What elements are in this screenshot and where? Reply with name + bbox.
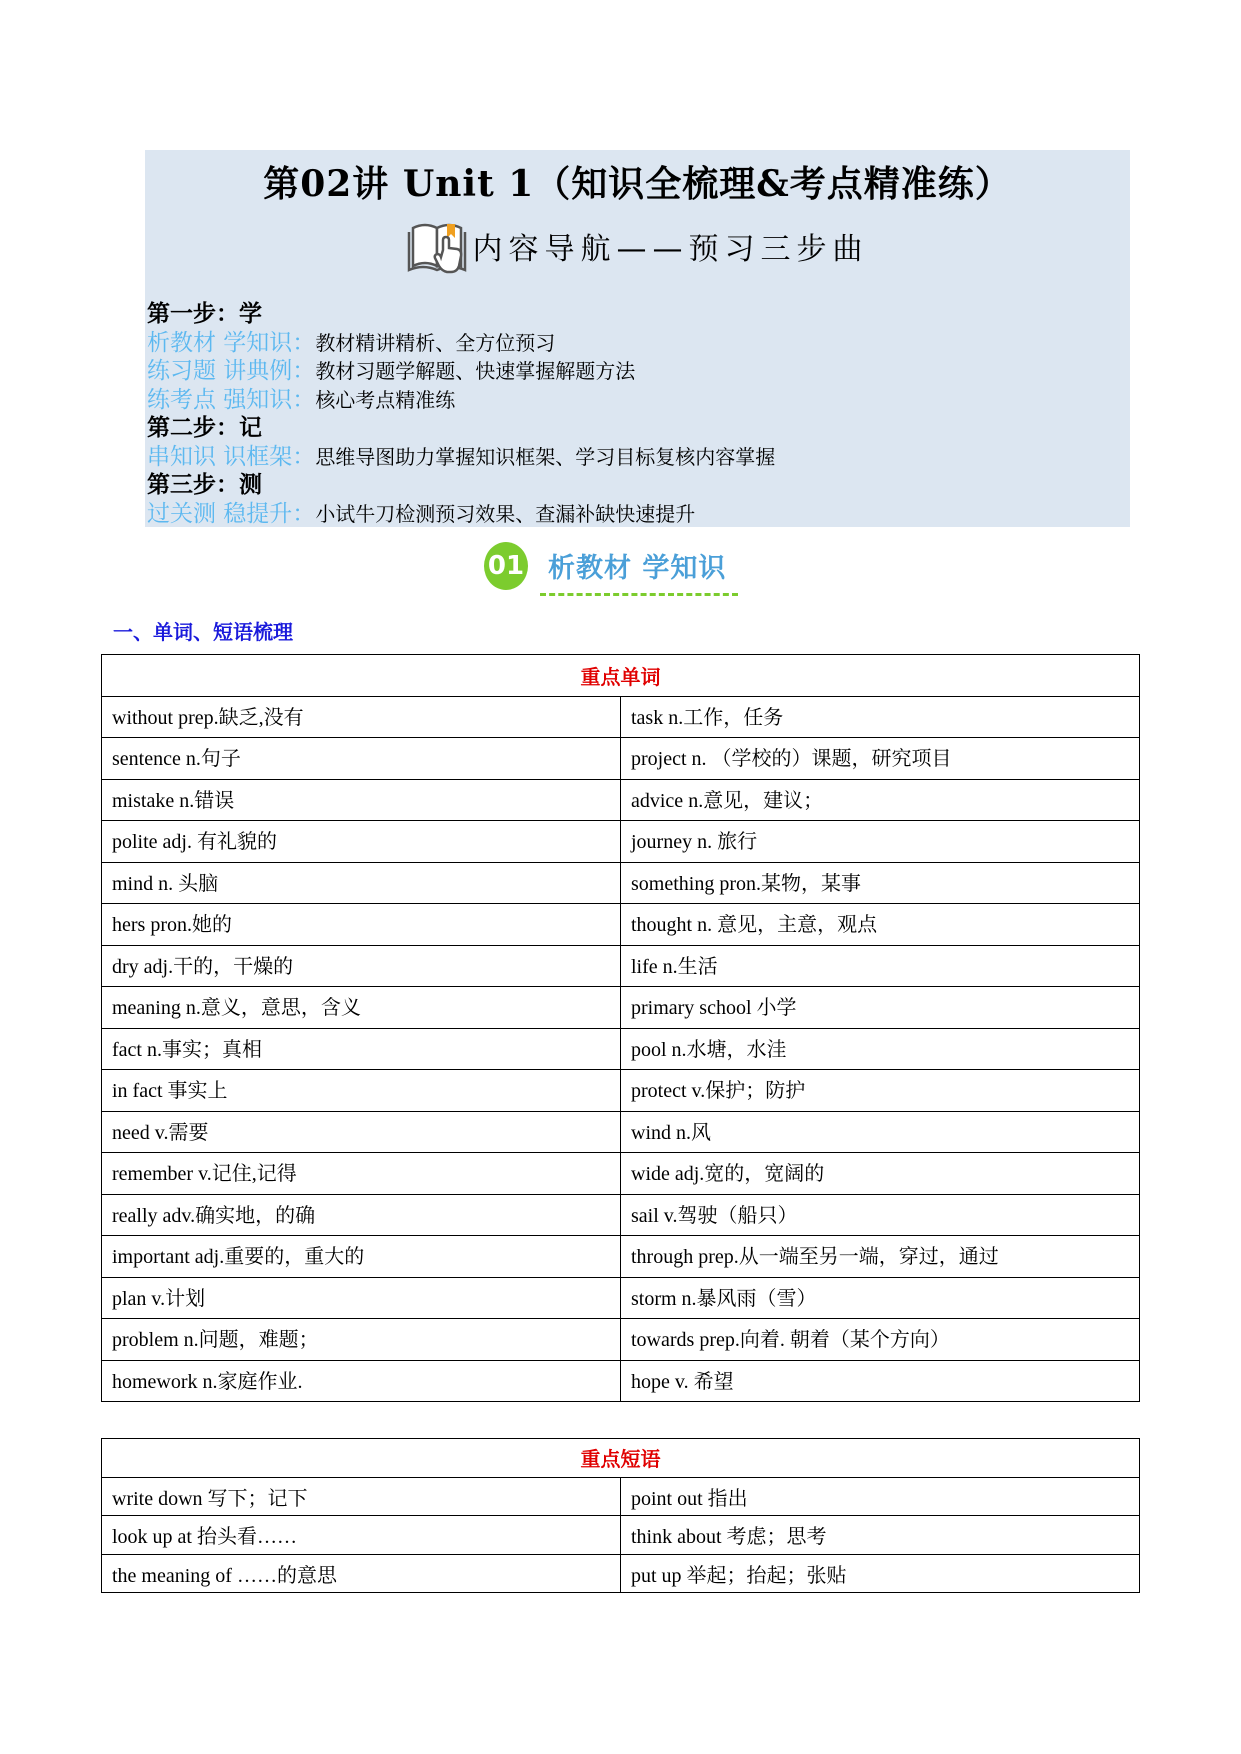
table-cell: point out 指出 [621,1477,1140,1516]
nav-title: 内容导航——预习三步曲 [472,232,869,267]
table-cell: something pron.某物，某事 [621,862,1140,904]
table-cell: storm n.暴风雨（雪） [621,1277,1140,1319]
step-heading: 第一步：学 [147,301,262,326]
key-words-table [101,654,1140,1402]
table-cell: pool n.水塘，水洼 [621,1028,1140,1070]
key-words-header: 重点单词 [102,655,1140,697]
table-cell: dry adj.干的，干燥的 [102,945,621,987]
step-heading: 第二步：记 [147,415,262,440]
table-cell: fact n.事实；真相 [102,1028,621,1070]
table-cell: homework n.家庭作业. [102,1360,621,1402]
table-cell: primary school 小学 [621,987,1140,1029]
table-row [102,1277,1140,1319]
book-hand-icon [407,216,469,276]
table-cell: important adj.重要的，重大的 [102,1236,621,1278]
section-underline [540,593,738,596]
table-cell: polite adj. 有礼貌的 [102,821,621,863]
table-row [102,821,1140,863]
table-cell: the meaning of ……的意思 [102,1554,621,1593]
section-title: 析教材 学知识 [548,553,727,584]
step-heading: 第三步：测 [147,472,262,497]
table-row [102,1070,1140,1112]
table-cell: wind n.风 [621,1111,1140,1153]
table-row [102,862,1140,904]
table-row [102,1477,1140,1516]
key-phrases-header: 重点短语 [102,1439,1140,1478]
table-cell: put up 举起；抬起；张贴 [621,1554,1140,1593]
table-row [102,1153,1140,1195]
table-cell: problem n.问题，难题； [102,1319,621,1361]
table-cell: sail v.驾驶（船只） [621,1194,1140,1236]
table-cell: remember v.记住,记得 [102,1153,621,1195]
table-cell: think about 考虑；思考 [621,1516,1140,1555]
table-row [102,1194,1140,1236]
table-cell: wide adj.宽的，宽阔的 [621,1153,1140,1195]
header-box [145,150,1130,527]
table-cell: life n.生活 [621,945,1140,987]
table-row [102,904,1140,946]
table-row [102,1319,1140,1361]
table-cell: journey n. 旅行 [621,821,1140,863]
step-item: 析教材 学知识：教材精讲精析、全方位预习 [147,329,556,356]
table-row [102,987,1140,1029]
table-cell: write down 写下；记下 [102,1477,621,1516]
table-cell: look up at 抬头看…… [102,1516,621,1555]
key-phrases-table [101,1438,1140,1593]
step-item: 练习题 讲典例：教材习题学解题、快速掌握解题方法 [147,358,636,384]
step-list [147,300,775,528]
table-row [102,696,1140,738]
table-cell: mistake n.错误 [102,779,621,821]
table-row [102,1516,1140,1555]
table-cell: hers pron.她的 [102,904,621,946]
table-row [102,1236,1140,1278]
table-cell: mind n. 头脑 [102,862,621,904]
table-cell: towards prep.向着. 朝着（某个方向） [621,1319,1140,1361]
table-cell: sentence n.句子 [102,738,621,780]
table-cell: protect v.保护；防护 [621,1070,1140,1112]
table-cell: plan v.计划 [102,1277,621,1319]
table-cell: project n. （学校的）课题，研究项目 [621,738,1140,780]
nav-row [145,216,1130,276]
page-title: 第02讲 Unit 1（知识全梳理&考点精准练） [263,163,1012,205]
table-row [102,1554,1140,1593]
table-cell: meaning n.意义，意思，含义 [102,987,621,1029]
subheading: 一、单词、短语梳理 [113,620,293,644]
table-row [102,1111,1140,1153]
table-row [102,1028,1140,1070]
step-item: 串知识 识框架：思维导图助力掌握知识框架、学习目标复核内容掌握 [147,443,776,470]
section-number: 01 [484,542,528,590]
table-cell: without prep.缺乏,没有 [102,696,621,738]
section-badge [480,536,770,602]
table-cell: hope v. 希望 [621,1360,1140,1402]
table-row [102,945,1140,987]
table-cell: in fact 事实上 [102,1070,621,1112]
step-item: 过关测 稳提升：小试牛刀检测预习效果、查漏补缺快速提升 [147,500,696,527]
table-row [102,779,1140,821]
table-cell: through prep.从一端至另一端，穿过，通过 [621,1236,1140,1278]
table-row [102,1360,1140,1402]
table-cell: task n.工作，任务 [621,696,1140,738]
table-row [102,738,1140,780]
table-cell: advice n.意见，建议； [621,779,1140,821]
table-cell: need v.需要 [102,1111,621,1153]
step-item: 练考点 强知识：核心考点精准练 [147,386,456,413]
table-cell: really adv.确实地，的确 [102,1194,621,1236]
table-cell: thought n. 意见，主意，观点 [621,904,1140,946]
